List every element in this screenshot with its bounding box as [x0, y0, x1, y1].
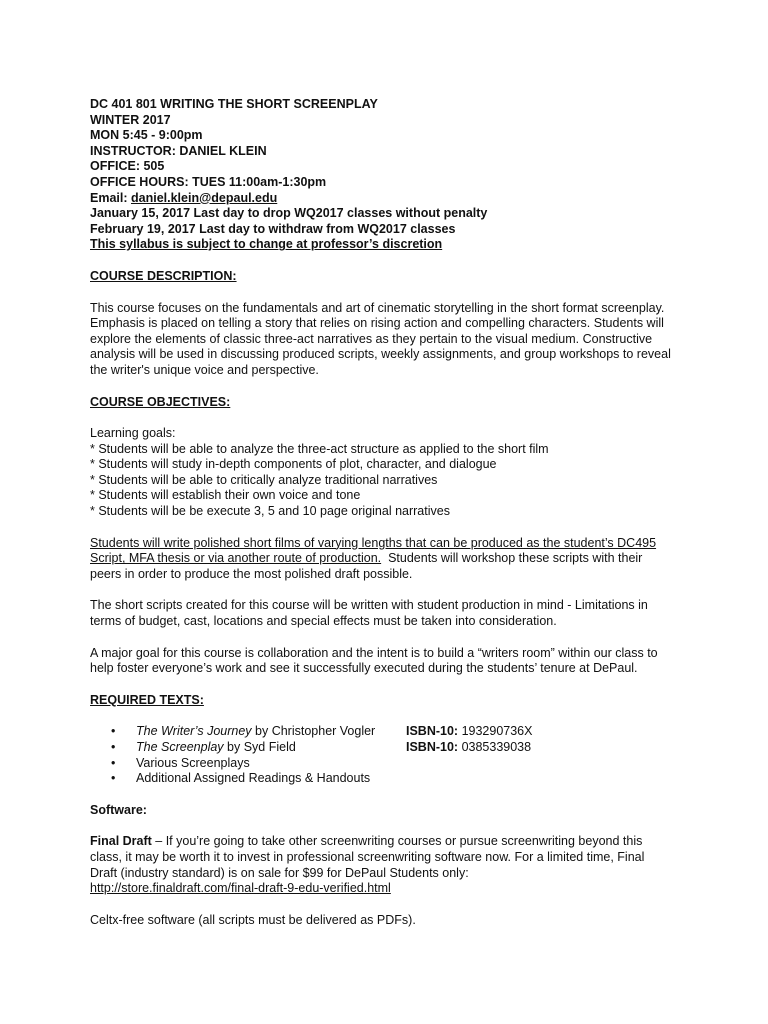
course-term: WINTER 2017 [90, 112, 171, 127]
final-draft-link-line [90, 881, 690, 897]
book-author: by Christopher Vogler [251, 724, 376, 739]
reading-item: Various Screenplays [136, 755, 250, 770]
required-texts-heading: REQUIRED TEXTS: [90, 692, 204, 707]
final-draft-line [90, 834, 690, 850]
course-objectives-heading: COURSE OBJECTIVES: [90, 394, 231, 409]
drop-date: January 15, 2017 Last day to drop WQ2017 classes without penalty [90, 206, 488, 221]
office: OFFICE: 505 [90, 159, 165, 174]
objectives-plain-fragment: Students will workshop these scripts with their [381, 551, 643, 566]
description-line: This course focuses on the fundamentals and art of cinematic storytelling in the short format screenplay. [90, 300, 665, 315]
book-title: The Screenplay [136, 740, 224, 754]
description-line: the writer's unique voice and perspective. [90, 362, 319, 377]
list-item [90, 724, 690, 740]
isbn-label: ISBN-10: [406, 724, 459, 739]
objectives-mixed-line [90, 551, 690, 567]
disclaimer: This syllabus is subject to change at professor’s discretion [90, 237, 443, 252]
book-author: by Syd Field [223, 740, 296, 754]
withdraw-date: February 19, 2017 Last day to withdraw from WQ2017 classes [90, 221, 456, 236]
list-item [90, 756, 690, 772]
objectives-line: The short scripts created for this course will be written with student production in mind - Limitations in [90, 598, 648, 613]
final-draft-link[interactable]: http://store.finaldraft.com/final-draft-9-edu-verified.html [90, 881, 391, 896]
objectives-line: A major goal for this course is collaboration and the intent is to build a “writers room” within our class to [90, 645, 658, 660]
bullet-icon: • [111, 755, 116, 770]
isbn-value: 193290736X [458, 724, 533, 739]
office-hours: OFFICE HOURS: TUES 11:00am-1:30pm [90, 174, 327, 189]
instructor: INSTRUCTOR: DANIEL KLEIN [90, 143, 267, 158]
objectives-line: peers in order to produce the most polished draft possible. [90, 566, 413, 581]
course-description-heading: COURSE DESCRIPTION: [90, 268, 237, 283]
goal-item: * Students will study in-depth components of plot, character, and dialogue [90, 457, 497, 472]
required-texts-list [90, 724, 690, 786]
course-title: DC 401 801 WRITING THE SHORT SCREENPLAY [90, 97, 378, 111]
objectives-underlined-line: Students will write polished short films of varying lengths that can be produced as the student’s DC495 [90, 535, 657, 550]
book-isbn [406, 740, 531, 756]
list-item [90, 740, 690, 756]
objectives-underlined-fragment: Script, MFA thesis or via another route of production. [90, 551, 382, 566]
final-draft-line: Draft (industry standard) is on sale for $99 for DePaul Students only: [90, 865, 469, 880]
learning-goals-intro: Learning goals: [90, 426, 176, 441]
book-title: The Writer’s Journey [136, 724, 252, 739]
email-label: Email: [90, 190, 131, 205]
bullet-icon: • [111, 771, 116, 786]
email-line [90, 191, 690, 207]
list-item [90, 771, 690, 787]
bullet-icon: • [111, 740, 116, 754]
book-isbn [406, 724, 532, 740]
software-heading: Software: [90, 802, 147, 817]
goal-item: * Students will be able to critically analyze traditional narratives [90, 472, 438, 487]
goal-item: * Students will be be execute 3, 5 and 10 page original narratives [90, 504, 450, 519]
course-header [90, 97, 690, 253]
objectives-line: terms of budget, cast, locations and special effects must be taken into consideration. [90, 614, 557, 629]
objectives-line: help foster everyone’s work and see it successfully executed during the students’ tenure at DePaul. [90, 661, 638, 676]
goal-item: * Students will be able to analyze the three-act structure as applied to the short film [90, 441, 549, 456]
final-draft-line: class, it may be worth it to invest in professional screenwriting software now. For a limited time, Final [90, 849, 645, 864]
description-line: Emphasis is placed on telling a story that relies on rising action and compelling characters. Students will [90, 316, 664, 331]
description-line: analysis will be used in discussing produced scripts, weekly assignments, and group workshops to reveal [90, 347, 671, 362]
reading-item: Additional Assigned Readings & Handouts [136, 771, 371, 786]
isbn-value: 0385339038 [458, 740, 532, 754]
final-draft-label: Final Draft [90, 834, 152, 849]
course-time: MON 5:45 - 9:00pm [90, 128, 203, 143]
isbn-label: ISBN-10: [406, 740, 459, 754]
description-line: explore the elements of classic three-act narratives as they pertain to the visual medium. Constructive [90, 331, 653, 346]
final-draft-text: – If you’re going to take other screenwriting courses or pursue screenwriting beyond this [151, 834, 643, 849]
bullet-icon: • [111, 724, 116, 739]
syllabus-page [90, 97, 690, 944]
email-link[interactable]: daniel.klein@depaul.edu [131, 190, 278, 205]
goal-item: * Students will establish their own voice and tone [90, 488, 361, 503]
celtx-note: Celtx-free software (all scripts must be delivered as PDFs). [90, 912, 416, 927]
